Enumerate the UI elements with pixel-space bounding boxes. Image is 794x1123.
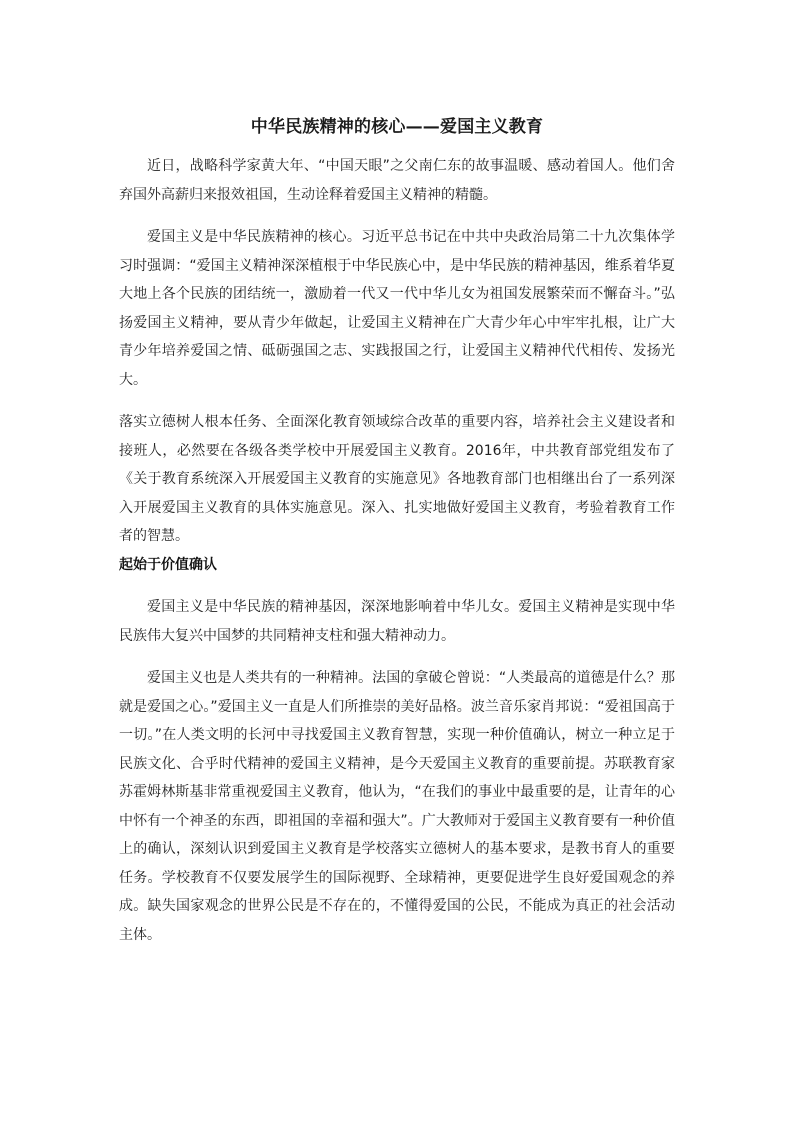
- paragraph-value-confirmation: 爱国主义也是人类共有的一种精神。法国的拿破仑曾说：“人类最高的道德是什么？那就是爱国之心。”爱国主义一直是人们所推崇的美好品格。波兰音乐家肖邦说：“爱祖国高于一切。”在人类文明的长河中寻找爱国主义教育智慧，实现一种价值确认，树立一种立足于民族文化、合乎时代精神的爱国主义精神，是今天爱国主义教育的重要前提。苏联教育家苏霍姆林斯基非常重视爱国主义教育，他认为，“在我们的事业中最重要的是，让青年的心中怀有一个神圣的东西，即祖国的幸福和强大”。广大教师对于爱国主义教育要有一种价值上的确认，深刻认识到爱国主义教育是学校落实立德树人的基本要求，是教书育人的重要任务。学校教育不仅要发展学生的国际视野、全球精神，更要促进学生良好爱国观念的养成。缺失国家观念的世界公民是不存在的，不懂得爱国的公民，不能成为真正的社会活动主体。: [119, 670, 675, 943]
- paragraph-patriotism-core: 爱国主义是中华民族精神的核心。习近平总书记在中共中央政治局第二十九次集体学习时强调：“爱国主义精神深深植根于中华民族心中，是中华民族的精神基因，维系着华夏大地上各个民族的团结统一，激励着一代又一代中华儿女为祖国发展繁荣而不懈奋斗。”弘扬爱国主义精神，要从青少年做起，让爱国主义精神在广大青少年心中牢牢扎根，让广大青少年培养爱国之情、砥砺强国之志、实践报国之行，让爱国主义精神代代相传、发扬光大。: [119, 229, 675, 388]
- paragraph-intro: 近日，战略科学家黄大年、“中国天眼”之父南仁东的故事温暖、感动着国人。他们舍弃国外高薪归来报效祖国，生动诠释着爱国主义精神的精髓。: [119, 158, 675, 203]
- paragraph-spiritual-gene: 爱国主义是中华民族的精神基因，深深地影响着中华儿女。爱国主义精神是实现中华民族伟大复兴中国梦的共同精神支柱和强大精神动力。: [119, 599, 675, 644]
- document-title: 中华民族精神的核心——爱国主义教育: [250, 117, 544, 138]
- paragraph-education-task: 落实立德树人根本任务、全面深化教育领域综合改革的重要内容，培养社会主义建设者和接班人，必然要在各级各类学校中开展爱国主义教育。2016年，中共教育部党组发布了《关于教育系统深入开展爱国主义教育的实施意见》各地教育部门也相继出台了一系列深入开展爱国主义教育的具体实施意见。深入、扎实地做好爱国主义教育，考验着教育工作者的智慧。: [119, 414, 675, 544]
- section-heading: 起始于价值确认: [119, 556, 217, 573]
- document-body: [119, 152, 675, 949]
